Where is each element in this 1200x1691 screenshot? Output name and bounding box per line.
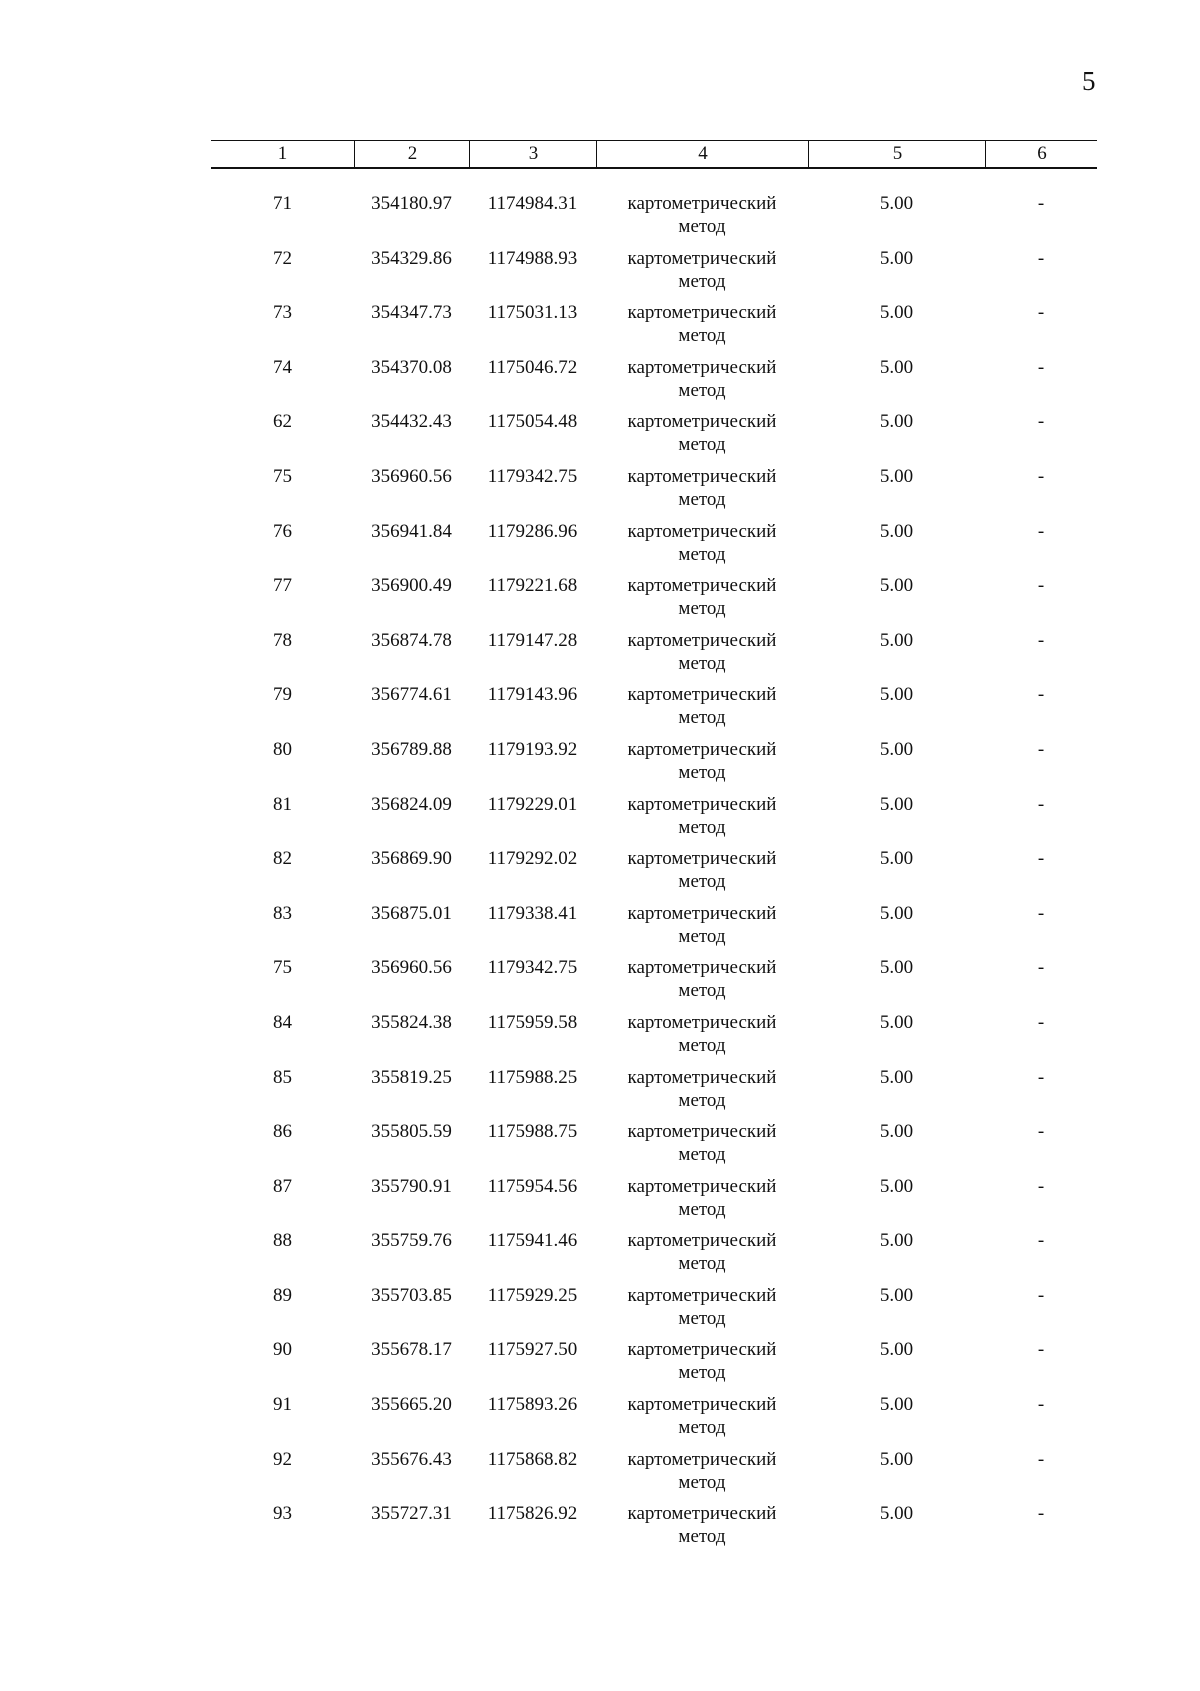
note-value: - — [1037, 465, 1045, 487]
accuracy-value: 5.00 — [879, 1011, 914, 1033]
method-cell — [596, 1338, 808, 1384]
method-line-2: метод — [678, 707, 726, 729]
note-value: - — [1037, 957, 1045, 979]
table-header-row — [211, 140, 1097, 169]
point-number: 88 — [273, 1230, 292, 1252]
coordinates-table — [211, 140, 1097, 1548]
accuracy-value: 5.00 — [879, 793, 914, 815]
note-value: - — [1037, 1011, 1045, 1033]
note-value: - — [1037, 1175, 1045, 1197]
method-line-2: метод — [678, 325, 726, 347]
method-line-1: картометрический — [627, 411, 777, 433]
accuracy-value: 5.00 — [879, 411, 914, 433]
method-cell — [596, 1011, 808, 1057]
coordinate-y: 1179286.96 — [487, 520, 578, 542]
accuracy-value: 5.00 — [879, 684, 914, 706]
method-cell — [596, 192, 808, 238]
accuracy-value: 5.00 — [879, 1175, 914, 1197]
method-cell — [596, 465, 808, 511]
accuracy-value: 5.00 — [879, 1121, 914, 1143]
table-row — [211, 629, 1097, 684]
point-number: 74 — [273, 356, 292, 378]
note-value: - — [1037, 902, 1045, 924]
table-row — [211, 1448, 1097, 1503]
note-value: - — [1037, 1503, 1045, 1525]
method-cell — [596, 1502, 808, 1548]
coordinate-x: 356900.49 — [371, 575, 452, 597]
method-line-1: картометрический — [627, 575, 777, 597]
point-number: 83 — [273, 902, 292, 924]
table-row — [211, 683, 1097, 738]
coordinate-x: 354180.97 — [371, 193, 452, 214]
accuracy-value: 5.00 — [879, 1284, 914, 1306]
coordinate-y: 1179221.68 — [487, 575, 578, 597]
table-row — [211, 1338, 1097, 1393]
accuracy-value: 5.00 — [879, 1066, 914, 1088]
table-row — [211, 410, 1097, 465]
accuracy-value: 5.00 — [879, 575, 914, 597]
accuracy-value: 5.00 — [879, 902, 914, 924]
table-body — [211, 192, 1097, 1557]
point-number: 82 — [273, 848, 292, 870]
coordinate-x: 356960.56 — [371, 957, 452, 979]
page-number: 5 — [1082, 66, 1096, 96]
method-cell — [596, 683, 808, 729]
coordinate-y: 1175988.25 — [487, 1066, 578, 1088]
note-value: - — [1037, 1284, 1045, 1306]
note-value: - — [1037, 302, 1045, 324]
note-value: - — [1037, 793, 1045, 815]
method-line-2: метод — [678, 216, 726, 237]
method-line-2: метод — [678, 598, 726, 620]
coordinate-y: 1175031.13 — [487, 302, 578, 324]
note-value: - — [1037, 848, 1045, 870]
method-line-2: метод — [678, 379, 726, 401]
coordinate-x: 355824.38 — [371, 1011, 452, 1033]
note-value: - — [1037, 1394, 1045, 1416]
note-value: - — [1037, 575, 1045, 597]
accuracy-value: 5.00 — [879, 247, 914, 269]
method-line-2: метод — [678, 1034, 726, 1056]
method-cell — [596, 301, 808, 347]
coordinate-y: 1175868.82 — [487, 1448, 578, 1470]
note-value: - — [1037, 411, 1045, 433]
method-line-1: картометрический — [627, 1503, 777, 1525]
accuracy-value: 5.00 — [879, 1339, 914, 1361]
coordinate-x: 355676.43 — [371, 1448, 452, 1470]
table-row — [211, 1066, 1097, 1121]
method-line-2: метод — [678, 816, 726, 838]
method-line-2: метод — [678, 1417, 726, 1439]
coordinate-x: 356869.90 — [371, 848, 452, 870]
note-value: - — [1037, 1121, 1045, 1143]
method-line-1: картометрический — [627, 356, 777, 378]
method-cell — [596, 410, 808, 456]
method-cell — [596, 847, 808, 893]
method-line-2: метод — [678, 1198, 726, 1220]
method-line-1: картометрический — [627, 793, 777, 815]
method-line-1: картометрический — [627, 1448, 777, 1470]
coordinate-y: 1179338.41 — [487, 902, 578, 924]
coordinate-x: 354432.43 — [371, 411, 452, 433]
column-header-6: 6 — [985, 141, 1098, 167]
note-value: - — [1037, 193, 1045, 214]
note-value: - — [1037, 684, 1045, 706]
table-row — [211, 192, 1097, 247]
coordinate-y: 1175929.25 — [487, 1284, 578, 1306]
note-value: - — [1037, 1448, 1045, 1470]
table-row — [211, 247, 1097, 302]
coordinate-y: 1175054.48 — [487, 411, 578, 433]
accuracy-value: 5.00 — [879, 1394, 914, 1416]
method-line-1: картометрический — [627, 1121, 777, 1143]
coordinate-y: 1175927.50 — [487, 1339, 578, 1361]
table-row — [211, 1502, 1097, 1557]
point-number: 85 — [273, 1066, 292, 1088]
point-number: 86 — [273, 1121, 292, 1143]
coordinate-y: 1179292.02 — [487, 848, 578, 870]
method-line-1: картометрический — [627, 1066, 777, 1088]
accuracy-value: 5.00 — [879, 1503, 914, 1525]
note-value: - — [1037, 738, 1045, 760]
column-header-5: 5 — [808, 141, 986, 167]
coordinate-x: 356789.88 — [371, 738, 452, 760]
coordinate-y: 1179147.28 — [487, 629, 578, 651]
column-header-2: 2 — [354, 141, 470, 167]
method-cell — [596, 1393, 808, 1439]
table-row — [211, 847, 1097, 902]
column-header-4: 4 — [596, 141, 809, 167]
method-cell — [596, 629, 808, 675]
method-cell — [596, 356, 808, 402]
method-line-2: метод — [678, 543, 726, 565]
method-line-1: картометрический — [627, 1011, 777, 1033]
method-line-2: метод — [678, 1362, 726, 1384]
point-number: 80 — [273, 738, 292, 760]
method-line-1: картометрический — [627, 1175, 777, 1197]
coordinate-y: 1179342.75 — [487, 957, 578, 979]
method-line-2: метод — [678, 761, 726, 783]
coordinate-y: 1175988.75 — [487, 1121, 578, 1143]
point-number: 77 — [273, 575, 292, 597]
method-line-2: метод — [678, 1526, 726, 1548]
note-value: - — [1037, 356, 1045, 378]
method-line-2: метод — [678, 488, 726, 510]
method-line-1: картометрический — [627, 848, 777, 870]
note-value: - — [1037, 1339, 1045, 1361]
method-line-1: картометрический — [627, 684, 777, 706]
method-line-2: метод — [678, 1307, 726, 1329]
method-cell — [596, 956, 808, 1002]
table-row — [211, 356, 1097, 411]
table-row — [211, 1120, 1097, 1175]
point-number: 81 — [273, 793, 292, 815]
table-row — [211, 902, 1097, 957]
note-value: - — [1037, 247, 1045, 269]
coordinate-y: 1175941.46 — [487, 1230, 578, 1252]
column-header-3: 3 — [469, 141, 597, 167]
point-number: 91 — [273, 1394, 292, 1416]
column-header-1: 1 — [277, 143, 288, 164]
point-number: 79 — [273, 684, 292, 706]
method-line-2: метод — [678, 270, 726, 292]
coordinate-y: 1175826.92 — [487, 1503, 578, 1525]
accuracy-value: 5.00 — [879, 848, 914, 870]
method-line-1: картометрический — [627, 520, 777, 542]
method-line-1: картометрический — [627, 1284, 777, 1306]
method-line-2: метод — [678, 980, 726, 1002]
coordinate-y: 1179143.96 — [487, 684, 578, 706]
note-value: - — [1037, 520, 1045, 542]
note-value: - — [1037, 1066, 1045, 1088]
method-line-1: картометрический — [627, 1339, 777, 1361]
method-cell — [596, 520, 808, 566]
table-row — [211, 465, 1097, 520]
coordinate-y: 1175046.72 — [487, 356, 578, 378]
point-number: 72 — [273, 247, 292, 269]
method-cell — [596, 247, 808, 293]
method-line-1: картометрический — [627, 193, 777, 214]
coordinate-x: 354347.73 — [371, 302, 452, 324]
coordinate-x: 355678.17 — [371, 1339, 452, 1361]
table-row — [211, 793, 1097, 848]
method-cell — [596, 574, 808, 620]
method-line-1: картометрический — [627, 957, 777, 979]
coordinate-x: 355819.25 — [371, 1066, 452, 1088]
coordinate-y: 1174984.31 — [487, 193, 578, 214]
coordinate-x: 356774.61 — [371, 684, 452, 706]
method-cell — [596, 1284, 808, 1330]
coordinate-y: 1175954.56 — [487, 1175, 578, 1197]
point-number: 62 — [273, 411, 292, 433]
point-number: 76 — [273, 520, 292, 542]
table-row — [211, 1011, 1097, 1066]
method-line-2: метод — [678, 871, 726, 893]
method-cell — [596, 902, 808, 948]
coordinate-y: 1175959.58 — [487, 1011, 578, 1033]
table-row — [211, 520, 1097, 575]
coordinate-x: 355703.85 — [371, 1284, 452, 1306]
point-number: 78 — [273, 629, 292, 651]
coordinate-x: 355790.91 — [371, 1175, 452, 1197]
accuracy-value: 5.00 — [879, 465, 914, 487]
coordinate-y: 1179193.92 — [487, 738, 578, 760]
note-value: - — [1037, 1230, 1045, 1252]
method-line-1: картометрический — [627, 1230, 777, 1252]
method-line-2: метод — [678, 1253, 726, 1275]
table-row — [211, 1229, 1097, 1284]
coordinate-y: 1179342.75 — [487, 465, 578, 487]
method-line-1: картометрический — [627, 629, 777, 651]
coordinate-x: 356960.56 — [371, 465, 452, 487]
method-cell — [596, 793, 808, 839]
method-line-1: картометрический — [627, 1394, 777, 1416]
coordinate-x: 355805.59 — [371, 1121, 452, 1143]
method-line-2: метод — [678, 1089, 726, 1111]
coordinate-x: 356824.09 — [371, 793, 452, 815]
method-line-1: картометрический — [627, 465, 777, 487]
table-row — [211, 574, 1097, 629]
table-row — [211, 1284, 1097, 1339]
method-cell — [596, 1120, 808, 1166]
point-number: 71 — [273, 193, 292, 214]
method-line-2: метод — [678, 1471, 726, 1493]
method-cell — [596, 1066, 808, 1112]
accuracy-value: 5.00 — [879, 738, 914, 760]
accuracy-value: 5.00 — [879, 193, 914, 214]
method-line-1: картометрический — [627, 902, 777, 924]
coordinate-x: 354329.86 — [371, 247, 452, 269]
coordinate-x: 355665.20 — [371, 1394, 452, 1416]
method-line-1: картометрический — [627, 738, 777, 760]
table-row — [211, 956, 1097, 1011]
accuracy-value: 5.00 — [879, 356, 914, 378]
accuracy-value: 5.00 — [879, 1448, 914, 1470]
coordinate-y: 1175893.26 — [487, 1394, 578, 1416]
table-row — [211, 738, 1097, 793]
accuracy-value: 5.00 — [879, 1230, 914, 1252]
point-number: 90 — [273, 1339, 292, 1361]
table-row — [211, 301, 1097, 356]
accuracy-value: 5.00 — [879, 957, 914, 979]
point-number: 73 — [273, 302, 292, 324]
coordinate-x: 355727.31 — [371, 1503, 452, 1525]
coordinate-y: 1179229.01 — [487, 793, 578, 815]
method-line-1: картометрический — [627, 302, 777, 324]
method-cell — [596, 1175, 808, 1221]
point-number: 75 — [273, 957, 292, 979]
accuracy-value: 5.00 — [879, 520, 914, 542]
point-number: 89 — [273, 1284, 292, 1306]
method-cell — [596, 738, 808, 784]
method-line-2: метод — [678, 925, 726, 947]
method-line-2: метод — [678, 652, 726, 674]
method-line-1: картометрический — [627, 247, 777, 269]
method-cell — [596, 1448, 808, 1494]
point-number: 92 — [273, 1448, 292, 1470]
coordinate-y: 1174988.93 — [487, 247, 578, 269]
method-cell — [596, 1229, 808, 1275]
point-number: 75 — [273, 465, 292, 487]
coordinate-x: 354370.08 — [371, 356, 452, 378]
point-number: 84 — [273, 1011, 292, 1033]
accuracy-value: 5.00 — [879, 629, 914, 651]
method-line-2: метод — [678, 434, 726, 456]
coordinate-x: 356874.78 — [371, 629, 452, 651]
table-row — [211, 1393, 1097, 1448]
note-value: - — [1037, 629, 1045, 651]
method-line-2: метод — [678, 1144, 726, 1166]
coordinate-x: 356941.84 — [371, 520, 452, 542]
accuracy-value: 5.00 — [879, 302, 914, 324]
coordinate-x: 355759.76 — [371, 1230, 452, 1252]
point-number: 87 — [273, 1175, 292, 1197]
table-row — [211, 1175, 1097, 1230]
coordinate-x: 356875.01 — [371, 902, 452, 924]
point-number: 93 — [273, 1503, 292, 1525]
